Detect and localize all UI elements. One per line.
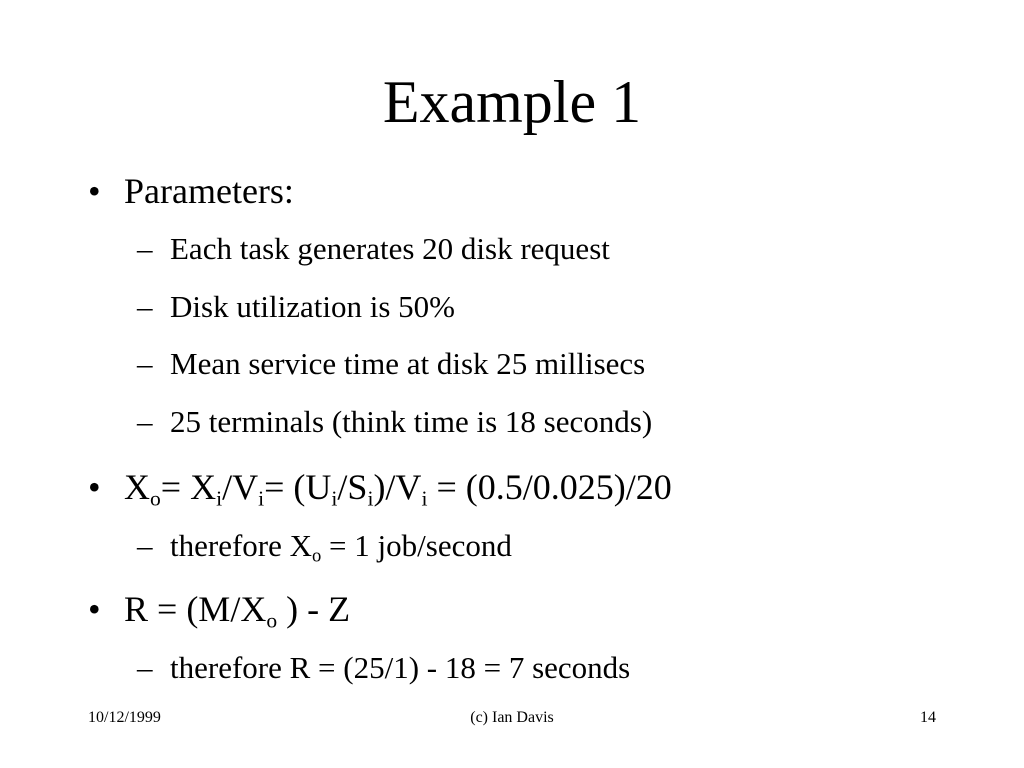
formula-text	[124, 467, 672, 511]
formula-sub-i: i	[421, 486, 428, 511]
response-pre: R = (M/X	[124, 589, 267, 629]
dash-marker: –	[137, 404, 153, 439]
response-post: ) - Z	[277, 589, 351, 629]
dash-marker: –	[137, 650, 153, 685]
footer-page-number: 14	[920, 709, 936, 726]
sub-bullet-text: therefore R = (25/1) - 18 = 7 seconds	[170, 650, 631, 685]
sub-bullet-text: Mean service time at disk 25 millisecs	[170, 346, 646, 381]
bullet-marker: •	[88, 589, 101, 629]
bullet-marker: •	[88, 467, 101, 507]
bullet-text: Parameters:	[124, 171, 294, 211]
sub-bullet-text	[170, 528, 512, 567]
formula-sub-i: i	[367, 486, 374, 511]
formula-eq1: = X	[160, 467, 217, 507]
formula-x: X	[124, 467, 150, 507]
formula-sub-i: i	[258, 486, 265, 511]
result-pre: therefore X	[170, 528, 312, 563]
formula-sub-i: i	[216, 486, 223, 511]
dash-marker: –	[137, 289, 153, 324]
formula-sub-i: i	[331, 486, 338, 511]
slide-title: Example 1	[382, 69, 642, 135]
formula-close-v: )/V	[373, 467, 422, 507]
formula-slash-v: /V	[222, 467, 259, 507]
formula-text	[124, 589, 351, 633]
sub-bullet-text: Disk utilization is 50%	[170, 289, 456, 324]
response-sub-o: o	[266, 608, 278, 633]
footer-date: 10/12/1999	[88, 709, 161, 726]
formula-eq2: = (U	[264, 467, 332, 507]
result-post: = 1 job/second	[321, 528, 512, 563]
dash-marker: –	[137, 231, 153, 266]
sub-bullet-text: Each task generates 20 disk request	[170, 231, 610, 266]
footer-author: (c) Ian Davis	[470, 709, 554, 726]
formula-rest: = (0.5/0.025)/20	[427, 467, 672, 507]
result-sub-o: o	[312, 545, 322, 567]
formula-slash-s: /S	[337, 467, 368, 507]
bullet-marker: •	[88, 171, 101, 211]
dash-marker: –	[137, 346, 153, 381]
dash-marker: –	[137, 528, 153, 563]
formula-sub-o: o	[150, 486, 161, 511]
sub-bullet-text: 25 terminals (think time is 18 seconds)	[170, 404, 653, 439]
